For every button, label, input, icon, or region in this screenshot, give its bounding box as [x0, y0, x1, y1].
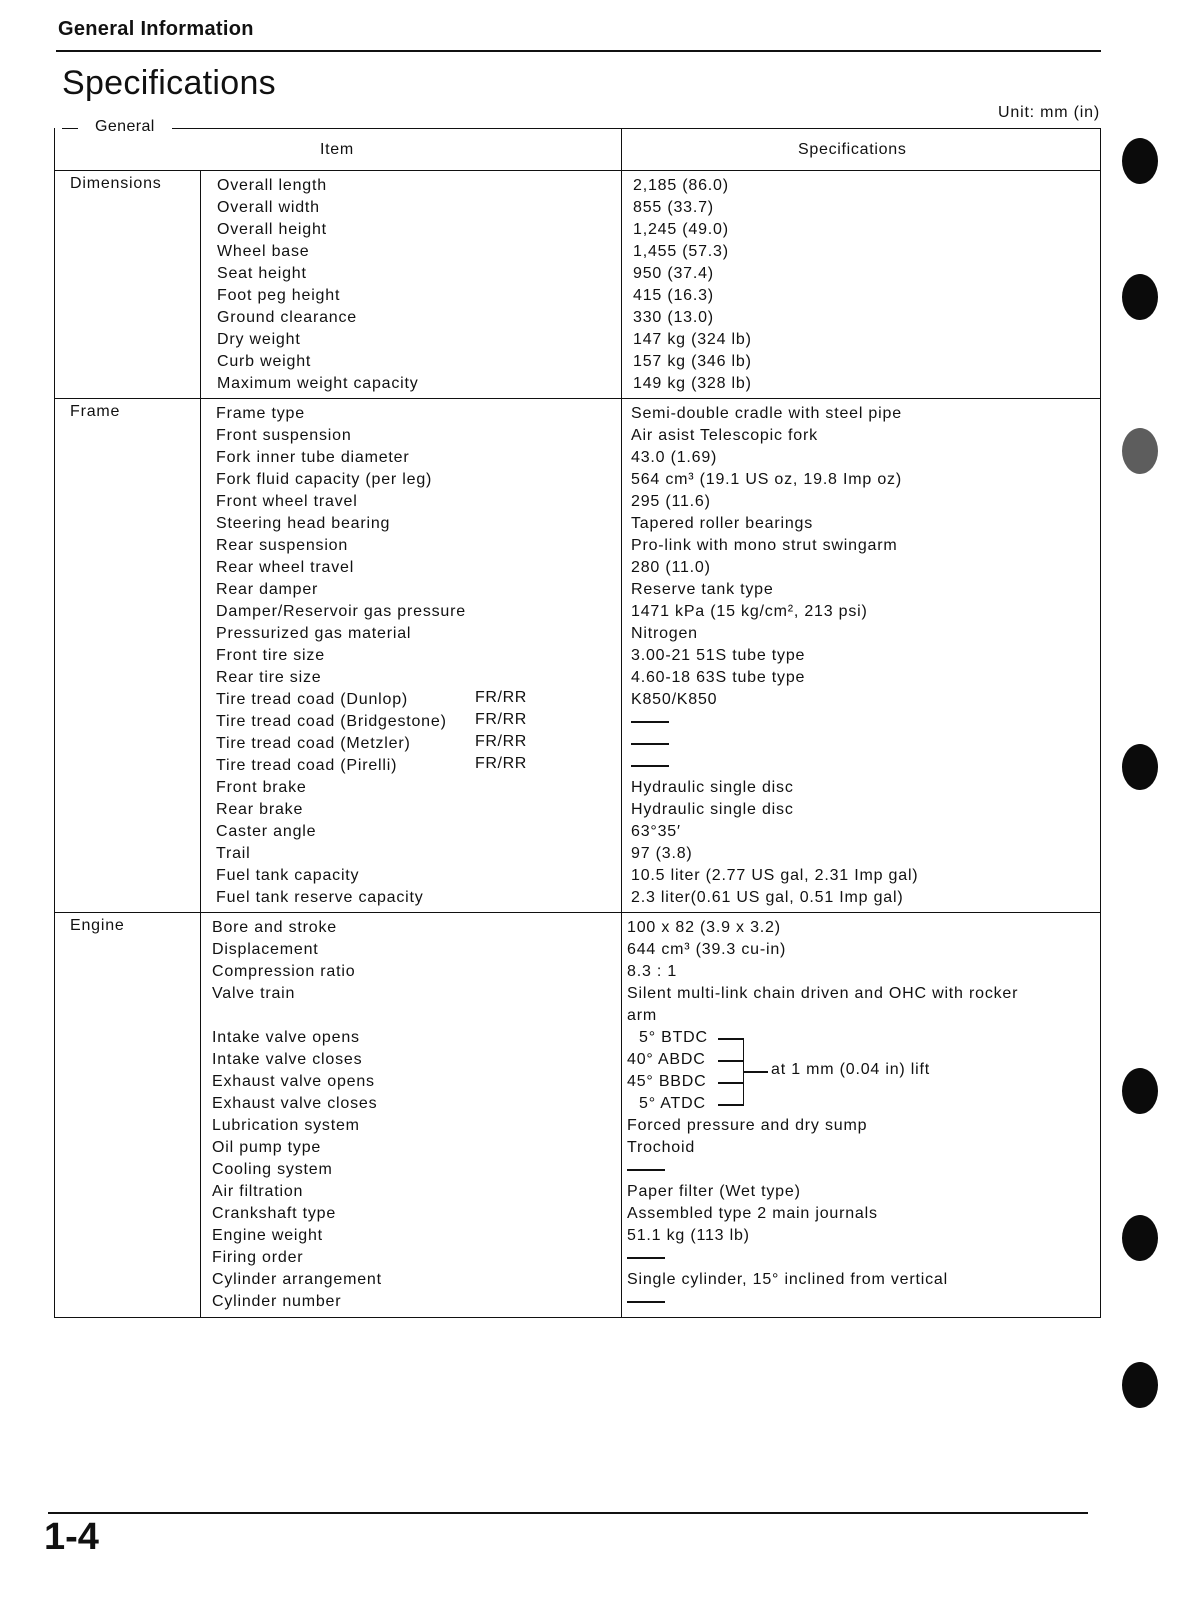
item-label: Ground clearance	[217, 309, 357, 326]
spec-value: 295 (11.6)	[631, 493, 711, 510]
dimensions-row-rule	[54, 398, 1101, 399]
spec-value	[627, 1247, 1018, 1269]
spec-value	[631, 733, 918, 755]
spec-value: 43.0 (1.69)	[631, 449, 718, 466]
spec-value: 4.60-18 63S tube type	[631, 669, 806, 686]
item-label: Wheel base	[217, 243, 310, 260]
spec-value: Silent multi-link chain driven and OHC with rocker	[627, 985, 1019, 1002]
item-label: Fork fluid capacity (per leg)	[216, 471, 433, 488]
not-applicable-dash	[627, 1169, 665, 1171]
spec-value: 564 cm³ (19.1 US oz, 19.8 Imp oz)	[631, 471, 902, 488]
fr-rr-label: FR/RR	[475, 689, 527, 706]
binder-hole	[1122, 428, 1158, 474]
spec-value: 157 kg (346 lb)	[633, 353, 752, 370]
spec-value: Forced pressure and dry sump	[627, 1117, 868, 1134]
bracket-tick	[718, 1038, 744, 1040]
engine-items	[212, 917, 382, 1313]
frame-specs	[631, 403, 918, 909]
engine-specs	[627, 917, 1018, 1313]
spec-value	[631, 755, 918, 777]
item-label: Cylinder number	[212, 1293, 342, 1310]
page-number: 1-4	[44, 1516, 99, 1558]
item-label: Dry weight	[217, 331, 301, 348]
item-label: Foot peg height	[217, 287, 341, 304]
fr-rr-label: FR/RR	[475, 733, 527, 750]
item-label: Intake valve opens	[212, 1029, 360, 1046]
dimensions-items	[217, 175, 419, 395]
not-applicable-dash	[627, 1301, 665, 1303]
item-label: Oil pump type	[212, 1139, 322, 1156]
group-label: General	[95, 118, 155, 135]
bracket-tick	[718, 1082, 744, 1084]
item-label: Curb weight	[217, 353, 312, 370]
binder-hole	[1122, 1068, 1158, 1114]
spec-value: Tapered roller bearings	[631, 515, 814, 532]
item-label: Overall width	[217, 199, 320, 216]
unit-note: Unit: mm (in)	[998, 104, 1100, 121]
item-label: Maximum weight capacity	[217, 375, 419, 392]
category-dimensions: Dimensions	[70, 175, 162, 192]
not-applicable-dash	[631, 765, 669, 767]
item-label: Steering head bearing	[216, 515, 391, 532]
item-label: Damper/Reservoir gas pressure	[216, 603, 466, 620]
item-label: Intake valve closes	[212, 1051, 363, 1068]
item-label: Bore and stroke	[212, 919, 337, 936]
item-label: Front tire size	[216, 647, 325, 664]
not-applicable-dash	[631, 743, 669, 745]
item-label: Rear damper	[216, 581, 319, 598]
fr-rr-label: FR/RR	[475, 711, 527, 728]
spec-value: Assembled type 2 main journals	[627, 1205, 878, 1222]
spec-value: 5° BTDC	[639, 1029, 708, 1046]
spec-value: arm	[627, 1007, 657, 1024]
item-label: Displacement	[212, 941, 319, 958]
item-label: Front brake	[216, 779, 307, 796]
spec-value: Pro-link with mono strut swingarm	[631, 537, 898, 554]
column-header-item: Item	[320, 141, 354, 158]
frame-items	[216, 403, 466, 909]
spec-value: 100 x 82 (3.9 x 3.2)	[627, 919, 781, 936]
spec-value: Nitrogen	[631, 625, 698, 642]
spec-value: Trochoid	[627, 1139, 696, 1156]
binder-hole	[1122, 274, 1158, 320]
dimensions-specs	[633, 175, 752, 395]
spec-value: 950 (37.4)	[633, 265, 714, 282]
item-label: Rear brake	[216, 801, 304, 818]
binder-hole	[1122, 138, 1158, 184]
item-label: Exhaust valve closes	[212, 1095, 378, 1112]
item-label: Frame type	[216, 405, 305, 422]
spec-value: 2,185 (86.0)	[633, 177, 729, 194]
spec-value: 3.00-21 51S tube type	[631, 647, 806, 664]
item-label: Front suspension	[216, 427, 352, 444]
item-label: Air filtration	[212, 1183, 304, 1200]
not-applicable-dash	[631, 721, 669, 723]
bracket-tick	[718, 1060, 744, 1062]
spec-value: 1,245 (49.0)	[633, 221, 729, 238]
frame-row-rule	[54, 912, 1101, 913]
footer-rule	[48, 1512, 1088, 1514]
valve-timing-note: at 1 mm (0.04 in) lift	[771, 1061, 930, 1078]
spec-value: Reserve tank type	[631, 581, 774, 598]
spec-value: 1471 kPa (15 kg/cm², 213 psi)	[631, 603, 868, 620]
spec-value: 51.1 kg (113 lb)	[627, 1227, 750, 1244]
spec-value: K850/K850	[631, 691, 718, 708]
spec-value: Paper filter (Wet type)	[627, 1183, 801, 1200]
item-label: Lubrication system	[212, 1117, 360, 1134]
binder-hole	[1122, 744, 1158, 790]
spec-value: 280 (11.0)	[631, 559, 711, 576]
item-label: Overall length	[217, 177, 327, 194]
item-label: Seat height	[217, 265, 307, 282]
not-applicable-dash	[627, 1257, 665, 1259]
item-label: Cooling system	[212, 1161, 333, 1178]
item-label: Cylinder arrangement	[212, 1271, 382, 1288]
spec-value: 2.3 liter(0.61 US gal, 0.51 Imp gal)	[631, 889, 904, 906]
item-label: Tire tread coad (Metzler)	[216, 735, 411, 752]
spec-value: 1,455 (57.3)	[633, 243, 729, 260]
item-label: Rear tire size	[216, 669, 322, 686]
item-label: Crankshaft type	[212, 1205, 337, 1222]
spec-value: Single cylinder, 15° inclined from vertical	[627, 1271, 948, 1288]
spec-value: 63°35′	[631, 823, 681, 840]
item-label: Exhaust valve opens	[212, 1073, 375, 1090]
item-label: Trail	[216, 845, 251, 862]
item-label: Compression ratio	[212, 963, 356, 980]
item-label: Rear wheel travel	[216, 559, 355, 576]
item-label: Tire tread coad (Bridgestone)	[216, 713, 447, 730]
bracket-tick	[718, 1104, 744, 1106]
spec-value: 644 cm³ (39.3 cu-in)	[627, 941, 787, 958]
item-label: Engine weight	[212, 1227, 323, 1244]
spec-value: 147 kg (324 lb)	[633, 331, 752, 348]
spec-value: 8.3 : 1	[627, 963, 678, 980]
category-frame: Frame	[70, 403, 121, 420]
spec-value: Semi-double cradle with steel pipe	[631, 405, 902, 422]
item-divider	[621, 128, 622, 1318]
spec-value: 855 (33.7)	[633, 199, 714, 216]
item-label: Fuel tank capacity	[216, 867, 360, 884]
spec-value: 330 (13.0)	[633, 309, 714, 326]
binder-hole	[1122, 1215, 1158, 1261]
spec-value: 10.5 liter (2.77 US gal, 2.31 Imp gal)	[631, 867, 919, 884]
item-label: Overall height	[217, 221, 327, 238]
spec-value: 415 (16.3)	[633, 287, 714, 304]
category-engine: Engine	[70, 917, 125, 934]
category-divider	[200, 171, 201, 1318]
spec-value: 40° ABDC	[627, 1051, 706, 1068]
item-label: Rear suspension	[216, 537, 349, 554]
item-label: Firing order	[212, 1249, 304, 1266]
item-label: Caster angle	[216, 823, 317, 840]
item-label: Tire tread coad (Pirelli)	[216, 757, 398, 774]
item-label: Pressurized gas material	[216, 625, 412, 642]
bracket-pointer	[744, 1071, 768, 1073]
section-header: General Information	[58, 18, 254, 40]
item-label: Front wheel travel	[216, 493, 358, 510]
spec-value: Air asist Telescopic fork	[631, 427, 818, 444]
fr-rr-label: FR/RR	[475, 755, 527, 772]
page-title: Specifications	[62, 64, 276, 102]
spec-value	[631, 711, 918, 733]
spec-value: Hydraulic single disc	[631, 779, 794, 796]
binder-hole	[1122, 1362, 1158, 1408]
item-label: Fork inner tube diameter	[216, 449, 410, 466]
spec-value: 149 kg (328 lb)	[633, 375, 752, 392]
header-row-rule	[54, 170, 1101, 171]
spec-value: Hydraulic single disc	[631, 801, 794, 818]
spec-value: 45° BBDC	[627, 1073, 707, 1090]
item-label: Fuel tank reserve capacity	[216, 889, 424, 906]
item-label: Tire tread coad (Dunlop)	[216, 691, 409, 708]
spec-value: 97 (3.8)	[631, 845, 693, 862]
column-header-specifications: Specifications	[798, 141, 907, 158]
spec-value	[627, 1159, 1018, 1181]
header-rule	[56, 50, 1101, 52]
spec-value: 5° ATDC	[639, 1095, 706, 1112]
item-label	[212, 1005, 382, 1027]
item-label: Valve train	[212, 985, 296, 1002]
spec-value	[627, 1291, 1018, 1313]
